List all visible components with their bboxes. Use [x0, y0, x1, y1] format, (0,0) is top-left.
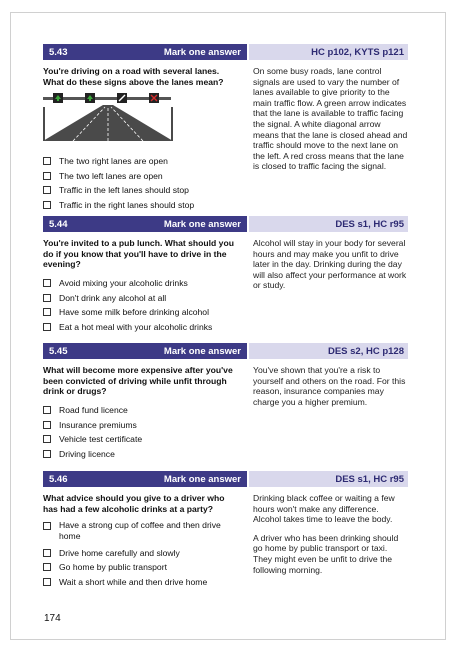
question-number: 5.46: [49, 473, 68, 485]
explanation: Drinking black coffee or waiting a few hours won't make any difference. Alcohol takes time to leave the body. A driver who has been drinking should go home by public transport or taxi. They might even be unfit to drive the following morning.: [253, 493, 399, 575]
explanation: Alcohol will stay in your body for several hours and may make you unfit to drive later in the day. Drinking during the day will also affect your performance at work or study.: [253, 238, 407, 291]
answer-options: [43, 520, 241, 589]
answer-option[interactable]: Have a strong cup of coffee and then drive home: [43, 520, 241, 541]
answer-option[interactable]: Driving licence: [43, 446, 241, 461]
answer-option[interactable]: The two right lanes are open: [43, 154, 241, 169]
checkbox-icon[interactable]: [43, 549, 51, 557]
answer-option[interactable]: Eat a hot meal with your alcoholic drinks: [43, 319, 241, 334]
answer-option[interactable]: Avoid mixing your alcoholic drinks: [43, 276, 241, 291]
answer-option[interactable]: Don't drink any alcohol at all: [43, 290, 241, 305]
checkbox-icon[interactable]: [43, 522, 51, 530]
answer-option[interactable]: Wait a short while and then drive home: [43, 574, 241, 589]
checkbox-icon[interactable]: [43, 323, 51, 331]
checkbox-icon[interactable]: [43, 157, 51, 165]
question-text: What advice should you give to a driver who has had a few alcoholic drinks at a party?: [43, 493, 225, 514]
explanation: You've shown that you're a risk to yourself and others on the road. For this reason, insurance companies may charge you a higher premium.: [253, 365, 406, 407]
page-number: 174: [44, 613, 61, 624]
question-number: 5.43: [49, 46, 68, 58]
answer-option[interactable]: Traffic in the left lanes should stop: [43, 183, 241, 198]
checkbox-icon[interactable]: [43, 450, 51, 458]
reference: DES s2, HC p128: [327, 345, 404, 357]
checkbox-icon[interactable]: [43, 186, 51, 194]
question-block-5-46: [43, 471, 408, 589]
question-header: [43, 343, 408, 359]
reference: DES s1, HC r95: [335, 473, 404, 485]
answer-option[interactable]: Traffic in the right lanes should stop: [43, 198, 241, 213]
checkbox-icon[interactable]: [43, 435, 51, 443]
question-header: [43, 216, 408, 232]
question-header: [43, 471, 408, 487]
answer-option[interactable]: Vehicle test certificate: [43, 432, 241, 447]
question-number: 5.45: [49, 345, 68, 357]
checkbox-icon[interactable]: [43, 279, 51, 287]
question-text: What will become more expensive after you've been convicted of driving while unfit through drink or drugs?: [43, 365, 233, 397]
mark-label: Mark one answer: [163, 218, 241, 230]
checkbox-icon[interactable]: [43, 563, 51, 571]
answer-option[interactable]: Insurance premiums: [43, 417, 241, 432]
question-header: [43, 44, 408, 60]
mark-label: Mark one answer: [163, 345, 241, 357]
question-number: 5.44: [49, 218, 68, 230]
reference: DES s1, HC r95: [335, 218, 404, 230]
answer-options: [43, 154, 241, 212]
checkbox-icon[interactable]: [43, 201, 51, 209]
reference: HC p102, KYTS p121: [311, 46, 404, 58]
answer-option[interactable]: The two left lanes are open: [43, 169, 241, 184]
checkbox-icon[interactable]: [43, 406, 51, 414]
question-text: You're driving on a road with several lanes. What do these signs above the lanes mean?: [43, 66, 224, 87]
question-block-5-45: [43, 343, 408, 461]
question-text: You're invited to a pub lunch. What should you do if you know that you'll have to drive in the evening?: [43, 238, 234, 270]
answer-options: [43, 276, 241, 334]
lane-signal-gantry-icon: [43, 93, 241, 146]
mark-label: Mark one answer: [163, 46, 241, 58]
answer-option[interactable]: Drive home carefully and slowly: [43, 545, 241, 560]
question-block-5-43: [43, 44, 408, 212]
checkbox-icon[interactable]: [43, 294, 51, 302]
answer-option[interactable]: Have some milk before drinking alcohol: [43, 305, 241, 320]
mark-label: Mark one answer: [163, 473, 241, 485]
checkbox-icon[interactable]: [43, 308, 51, 316]
answer-option[interactable]: Go home by public transport: [43, 560, 241, 575]
answer-options: [43, 403, 241, 461]
answer-option[interactable]: Road fund licence: [43, 403, 241, 418]
checkbox-icon[interactable]: [43, 578, 51, 586]
checkbox-icon[interactable]: [43, 172, 51, 180]
explanation: On some busy roads, lane control signals are used to vary the number of lanes available to give priority to the main traffic flow. A green arrow indicates that the lane is available to traffic facing the signal. A white diagonal arrow means that the lane is closed ahead and traffic should move to the next lane on the left. A red cross means that the lane is closed to traffic facing the signal.: [253, 66, 408, 172]
question-block-5-44: [43, 216, 408, 334]
checkbox-icon[interactable]: [43, 421, 51, 429]
